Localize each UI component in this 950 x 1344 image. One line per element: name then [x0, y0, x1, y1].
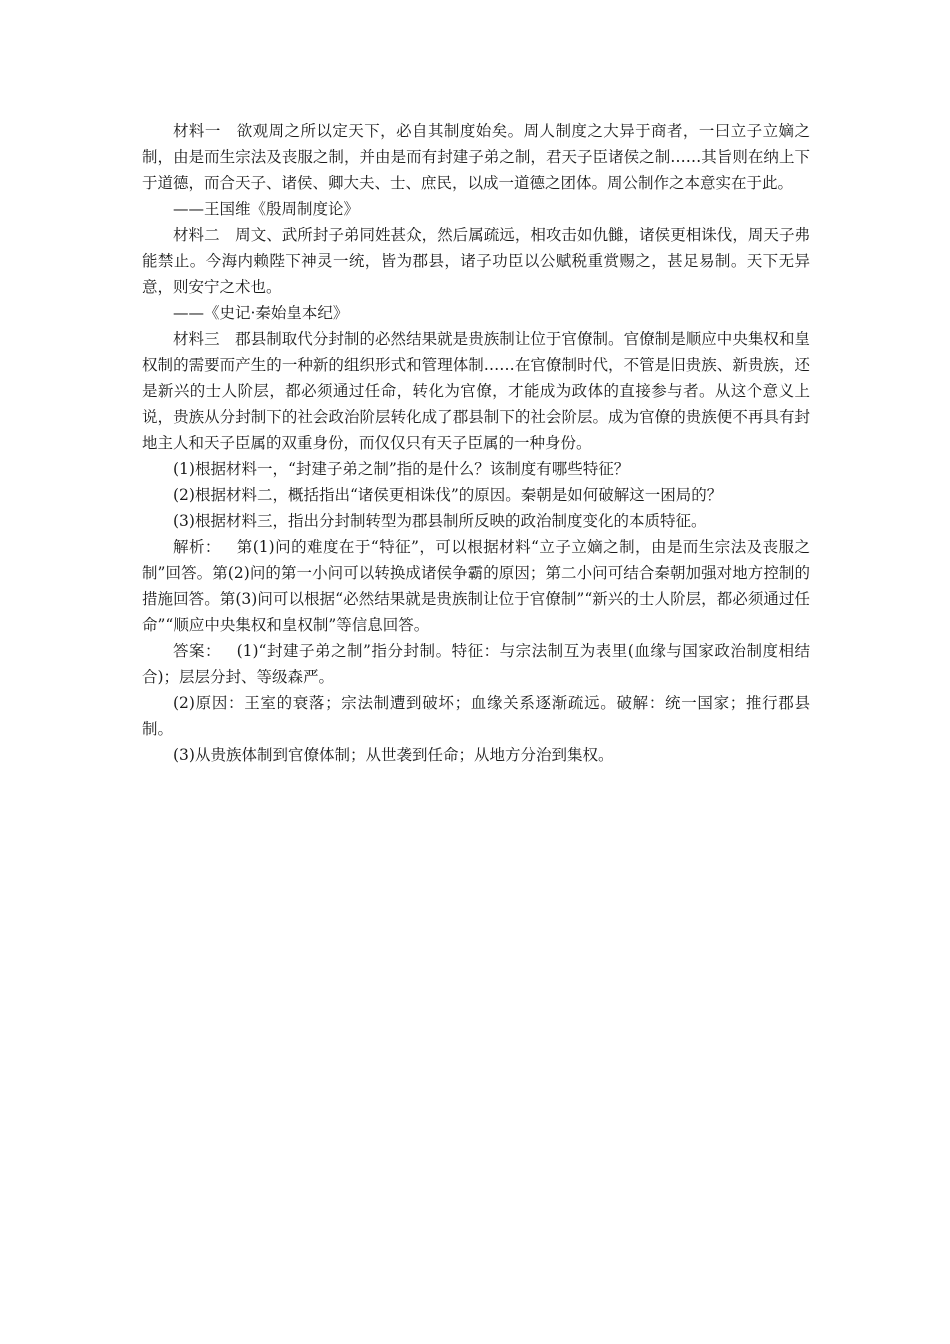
question-1: (1)根据材料一，“封建子弟之制”指的是什么？该制度有哪些特征？ — [173, 460, 630, 478]
material-2 — [142, 222, 810, 300]
analysis-label: 解析： — [173, 538, 221, 556]
question-2: (2)根据材料二，概括指出“诸侯更相诛伐”的原因。秦朝是如何破解这一困局的？ — [173, 486, 723, 504]
document-body — [142, 118, 810, 768]
material-1-text: 欲观周之所以定天下，必自其制度始矣。周人制度之大异于商者，一曰立子立嫡之制，由是而生宗法及丧服之制，并由是而有封建子弟之制，君天子臣诸侯之制……其旨则在纳上下于道德，而合天子、诸侯、卿大夫、士、庶民，以成一道德之团体。周公制作之本意实在于此。 — [142, 122, 810, 192]
analysis-text: 第(1)问的难度在于“特征”，可以根据材料“立子立嫡之制，由是而生宗法及丧服之制”回答。第(2)问的第一小问可以转换成诸侯争霸的原因；第二小问可结合秦朝加强对地方控制的措施回答。第(3)问可以根据“必然结果就是贵族制让位于官僚制”“新兴的士人阶层，都必须通过任命”“顺应中央集权和皇权制”等信息回答。 — [142, 538, 810, 634]
material-3 — [142, 326, 810, 456]
answer-1 — [142, 638, 810, 690]
answer-label: 答案： — [173, 642, 222, 660]
answer-2: (2)原因：王室的衰落；宗法制遭到破坏；血缘关系逐渐疏远。破解：统一国家；推行郡县制。 — [142, 694, 810, 738]
analysis — [142, 534, 810, 638]
material-1-source: ——王国维《殷周制度论》 — [173, 200, 360, 218]
answer-3: (3)从贵族体制到官僚体制；从世袭到任命；从地方分治到集权。 — [173, 746, 614, 764]
material-2-label: 材料二 — [173, 226, 220, 244]
material-3-label: 材料三 — [173, 330, 220, 348]
material-1 — [142, 118, 810, 196]
material-3-text: 郡县制取代分封制的必然结果就是贵族制让位于官僚制。官僚制是顺应中央集权和皇权制的需要而产生的一种新的组织形式和管理体制……在官僚制时代，不管是旧贵族、新贵族，还是新兴的士人阶层，都必须通过任命，转化为官僚，才能成为政体的直接参与者。从这个意义上说，贵族从分封制下的社会政治阶层转化成了郡县制下的社会阶层。成为官僚的贵族便不再具有封地主人和天子臣属的双重身份，而仅仅只有天子臣属的一种身份。 — [142, 330, 810, 452]
material-2-text: 周文、武所封子弟同姓甚众，然后属疏远，相攻击如仇雠，诸侯更相诛伐，周天子弗能禁止。今海内赖陛下神灵一统，皆为郡县，诸子功臣以公赋税重赏赐之，甚足易制。天下无异意，则安宁之术也。 — [142, 226, 810, 296]
question-3: (3)根据材料三，指出分封制转型为郡县制所反映的政治制度变化的本质特征。 — [173, 512, 707, 530]
material-2-source: ——《史记·秦始皇本纪》 — [173, 304, 349, 322]
answer-1-text: (1)“封建子弟之制”指分封制。特征：与宗法制互为表里(血缘与国家政治制度相结合)；层层分封、等级森严。 — [142, 642, 810, 686]
material-1-label: 材料一 — [173, 122, 221, 140]
